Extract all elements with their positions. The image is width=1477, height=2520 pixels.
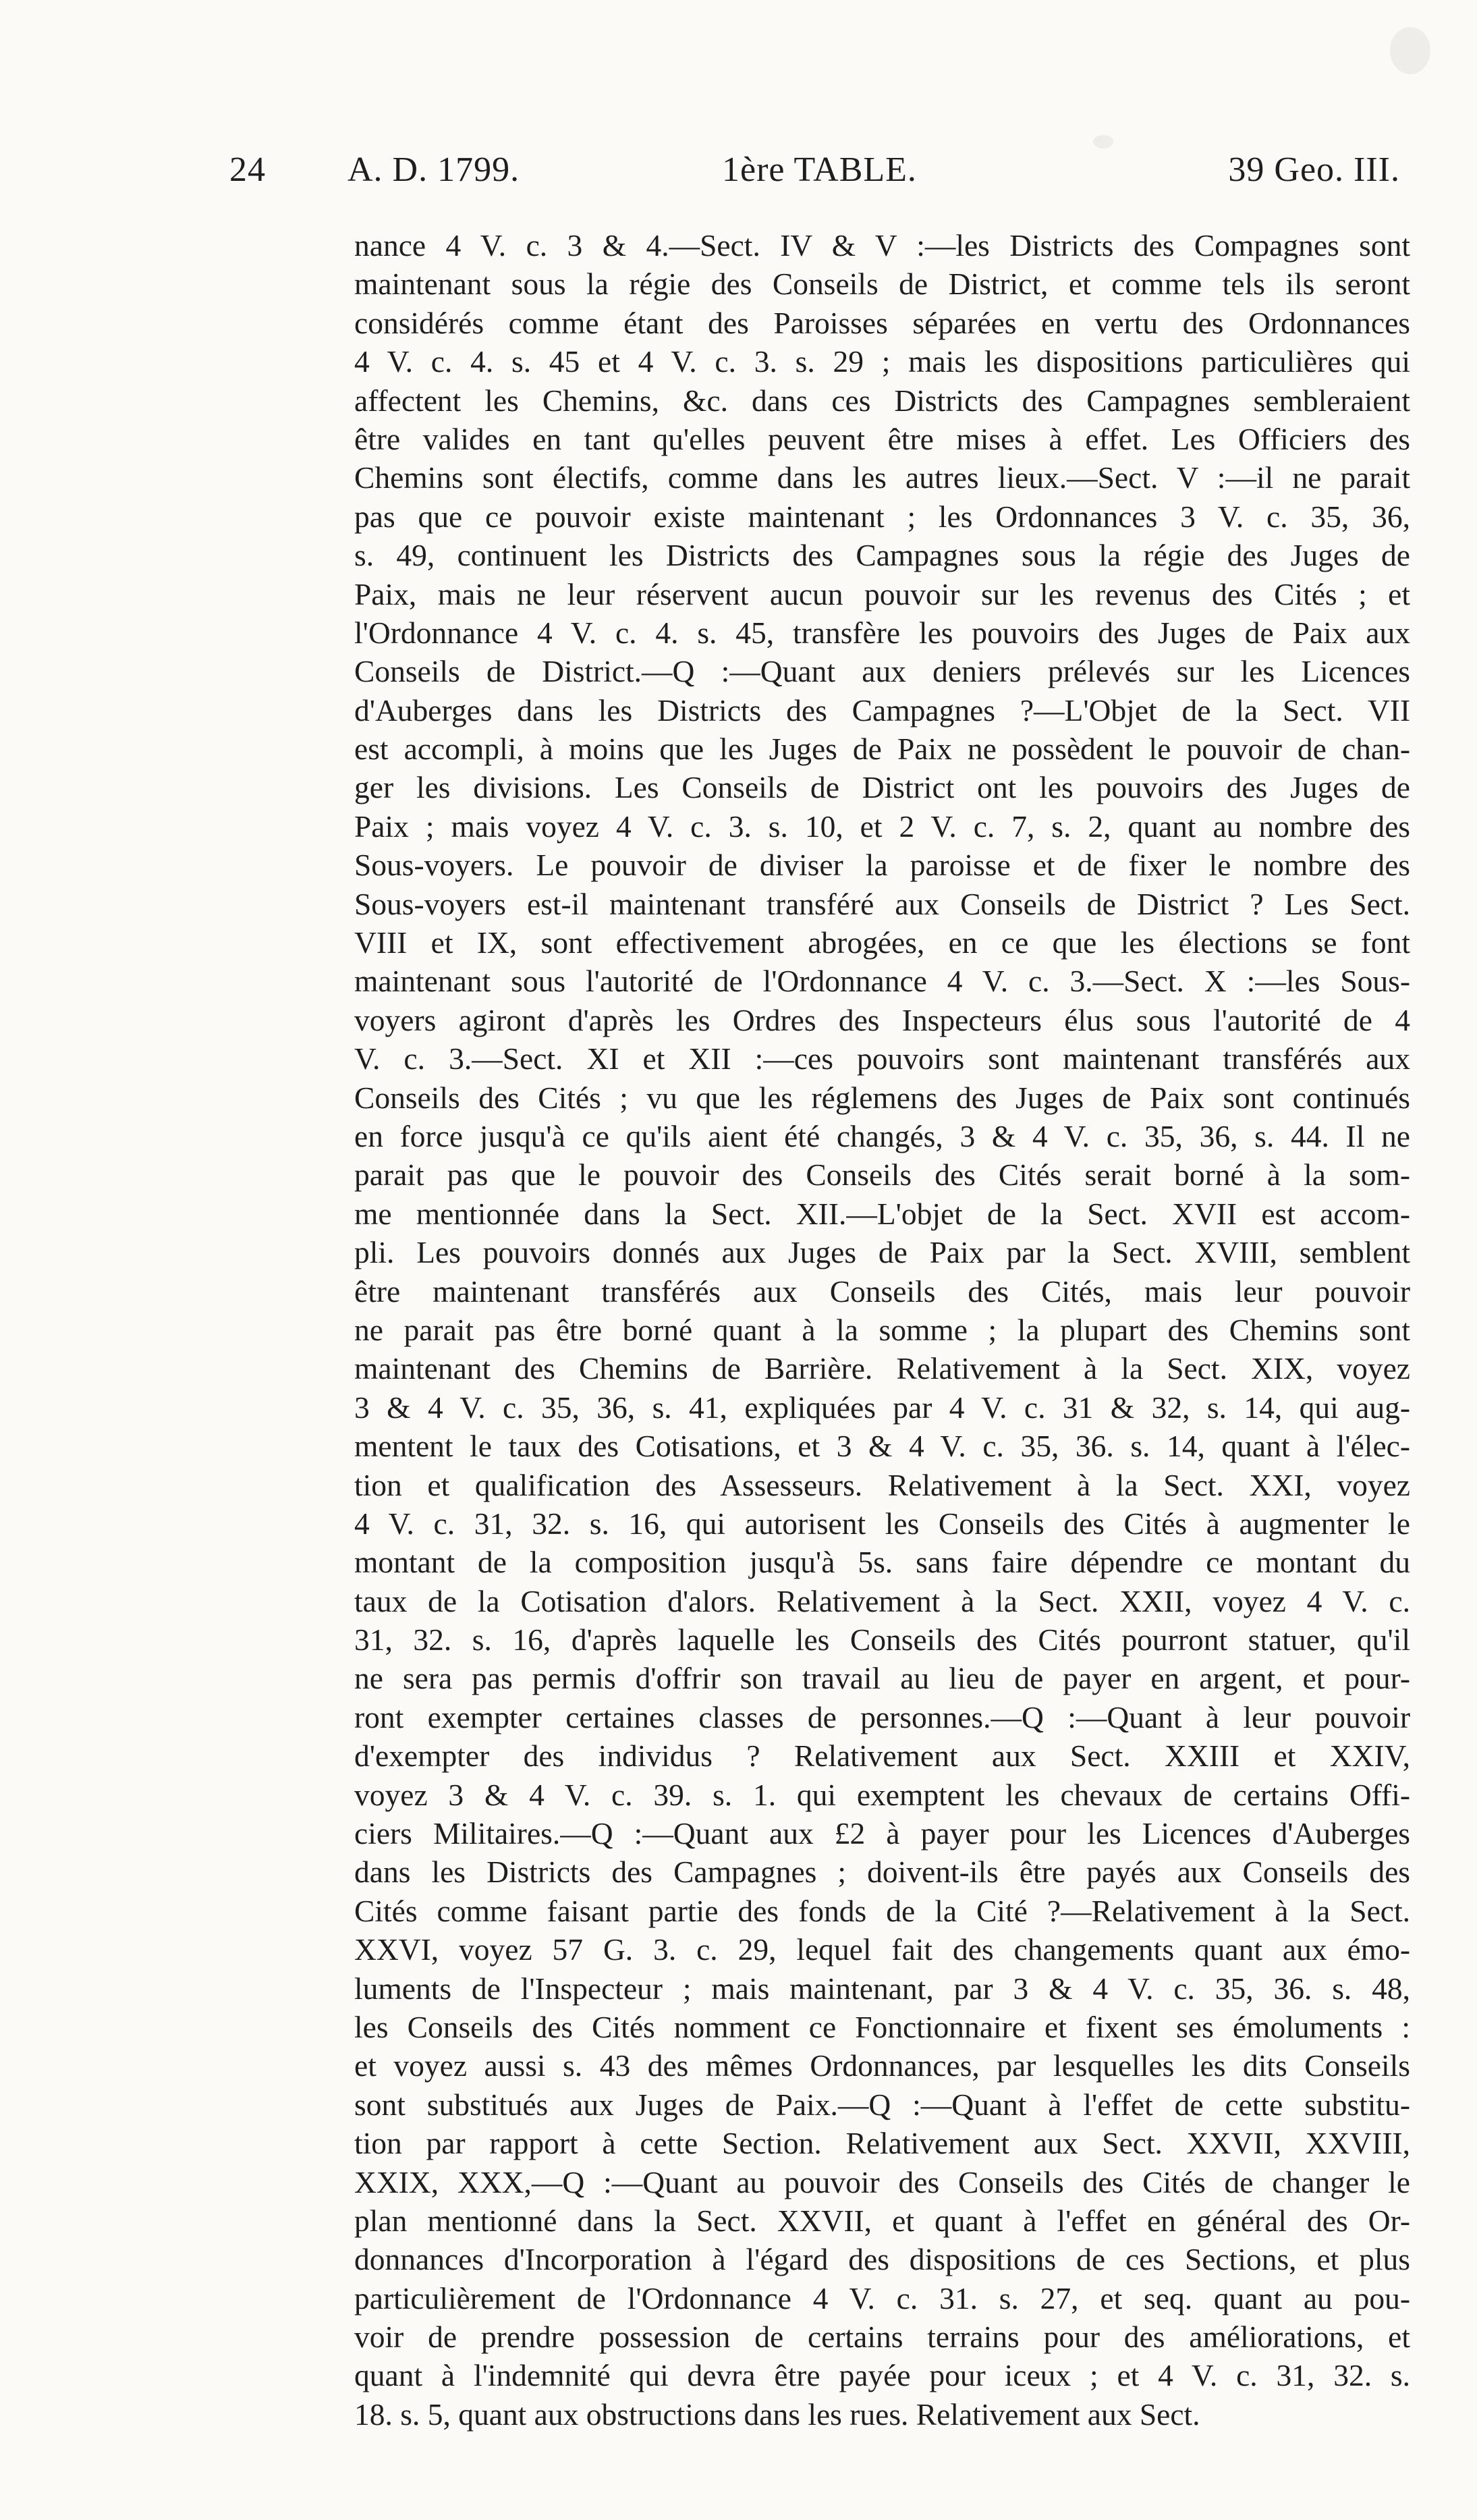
header-table: 1ère TABLE.: [722, 150, 917, 189]
text-line: tion par rapport à cette Section. Relativement aux Sect. XXVII, XXVIII,: [354, 2126, 1410, 2161]
text-line: voyez 3 & 4 V. c. 39. s. 1. qui exemptent les chevaux de certains Offi-: [354, 1777, 1410, 1812]
header-reign: 39 Geo. III.: [1228, 150, 1400, 189]
text-line: s. 49, continuent les Districts des Campagnes sous la régie des Juges de: [354, 538, 1410, 573]
text-line: 31, 32. s. 16, d'après laquelle les Conseils des Cités pourront statuer, qu'il: [354, 1622, 1410, 1658]
text-line: mentent le taux des Cotisations, et 3 & 4 V. c. 35, 36. s. 14, quant à l'élec-: [354, 1429, 1410, 1464]
text-line: pas que ce pouvoir existe maintenant ; les Ordonnances 3 V. c. 35, 36,: [354, 499, 1410, 534]
text-line: tion et qualification des Assesseurs. Relativement à la Sect. XXI, voyez: [354, 1467, 1410, 1502]
text-line: luments de l'Inspecteur ; mais maintenant, par 3 & 4 V. c. 35, 36. s. 48,: [354, 1971, 1410, 2006]
text-line: particulièrement de l'Ordonnance 4 V. c. 31. s. 27, et seq. quant au pou-: [354, 2280, 1410, 2316]
text-line: Cités comme faisant partie des fonds de la Cité ?—Relativement à la Sect.: [354, 1893, 1410, 1928]
text-line: ne parait pas être borné quant à la somme ; la plupart des Chemins sont: [354, 1312, 1410, 1347]
text-line: d'exempter des individus ? Relativement aux Sect. XXIII et XXIV,: [354, 1738, 1410, 1774]
text-line: montant de la composition jusqu'à 5s. sans faire dépendre ce montant du: [354, 1545, 1410, 1580]
header-year: A. D. 1799.: [347, 150, 520, 189]
text-line: 18. s. 5, quant aux obstructions dans les rues. Relativement aux Sect.: [354, 2396, 1200, 2432]
text-line: voir de prendre possession de certains terrains pour des améliorations, et: [354, 2320, 1410, 2355]
text-line: XXVI, voyez 57 G. 3. c. 29, lequel fait des changements quant aux émo-: [354, 1932, 1410, 1967]
text-line: Conseils de District.—Q :—Quant aux deniers prélevés sur les Licences: [354, 654, 1410, 689]
text-line: Conseils des Cités ; vu que les réglemens des Juges de Paix sont continués: [354, 1080, 1410, 1115]
text-line: 3 & 4 V. c. 35, 36, s. 41, expliquées par 4 V. c. 31 & 32, s. 14, qui aug-: [354, 1390, 1410, 1425]
text-line: donnances d'Incorporation à l'égard des dispositions de ces Sections, et plus: [354, 2242, 1410, 2277]
text-line: considérés comme étant des Paroisses séparées en vertu des Ordonnances: [354, 305, 1410, 340]
text-line: pli. Les pouvoirs donnés aux Juges de Paix par la Sect. XVIII, semblent: [354, 1235, 1410, 1270]
text-line: Sous-voyers est-il maintenant transféré aux Conseils de District ? Les Sect.: [354, 886, 1410, 921]
text-line: ront exempter certaines classes de personnes.—Q :—Quant à leur pouvoir: [354, 1699, 1410, 1734]
text-line: parait pas que le pouvoir des Conseils des Cités serait borné à la som-: [354, 1157, 1410, 1193]
text-line: ciers Militaires.—Q :—Quant aux £2 à payer pour les Licences d'Auberges: [354, 1816, 1410, 1851]
text-line: maintenant sous l'autorité de l'Ordonnance 4 V. c. 3.—Sect. X :—les Sous-: [354, 964, 1410, 999]
text-line: dans les Districts des Campagnes ; doivent-ils être payés aux Conseils des: [354, 1855, 1410, 1890]
text-line: Paix, mais ne leur réservent aucun pouvoir sur les revenus des Cités ; et: [354, 576, 1410, 611]
body-text: [354, 226, 1410, 2434]
text-line: Paix ; mais voyez 4 V. c. 3. s. 10, et 2 V. c. 7, s. 2, quant au nombre des: [354, 809, 1410, 844]
text-line: l'Ordonnance 4 V. c. 4. s. 45, transfère les pouvoirs des Juges de Paix aux: [354, 615, 1410, 650]
text-line: XXIX, XXX,—Q :—Quant au pouvoir des Conseils des Cités de changer le: [354, 2164, 1410, 2199]
text-line: taux de la Cotisation d'alors. Relativement à la Sect. XXII, voyez 4 V. c.: [354, 1583, 1410, 1618]
text-line: maintenant sous la régie des Conseils de District, et comme tels ils seront: [354, 267, 1410, 302]
text-line: nance 4 V. c. 3 & 4.—Sect. IV & V :—les Districts des Compagnes sont: [354, 228, 1410, 263]
text-line: 4 V. c. 31, 32. s. 16, qui autorisent les Conseils des Cités à augmenter le: [354, 1506, 1410, 1541]
text-line: V. c. 3.—Sect. XI et XII :—ces pouvoirs sont maintenant transférés aux: [354, 1041, 1410, 1076]
text-line: VIII et IX, sont effectivement abrogées, en ce que les élections se font: [354, 925, 1410, 960]
text-line: et voyez aussi s. 43 des mêmes Ordonnances, par lesquelles les dits Conseils: [354, 2048, 1410, 2083]
text-line: en force jusqu'à ce qu'ils aient été changés, 3 & 4 V. c. 35, 36, s. 44. Il ne: [354, 1118, 1410, 1153]
text-line: me mentionnée dans la Sect. XII.—L'objet de la Sect. XVII est accom-: [354, 1196, 1410, 1231]
text-line: les Conseils des Cités nomment ce Fonctionnaire et fixent ses émoluments :: [354, 2009, 1410, 2044]
text-line: ger les divisions. Les Conseils de District ont les pouvoirs des Juges de: [354, 770, 1410, 805]
text-line: Sous-voyers. Le pouvoir de diviser la paroisse et de fixer le nombre des: [354, 848, 1410, 883]
text-line: être maintenant transférés aux Conseils des Cités, mais leur pouvoir: [354, 1273, 1410, 1309]
running-header: [229, 150, 1400, 204]
page-number: 24: [229, 150, 266, 189]
text-line: est accompli, à moins que les Juges de Paix ne possèdent le pouvoir de chan-: [354, 732, 1410, 767]
text-line: 4 V. c. 4. s. 45 et 4 V. c. 3. s. 29 ; mais les dispositions particulières qui: [354, 344, 1410, 379]
text-line: voyers agiront d'après les Ordres des Inspecteurs élus sous l'autorité de 4: [354, 1002, 1410, 1037]
text-line: sont substitués aux Juges de Paix.—Q :—Quant à l'effet de cette substitu-: [354, 2087, 1410, 2122]
margin-smudge: [1093, 135, 1113, 148]
text-line: plan mentionné dans la Sect. XXVII, et quant à l'effet en général des Or-: [354, 2203, 1410, 2238]
margin-smudge: [1390, 27, 1430, 74]
text-line: ne sera pas permis d'offrir son travail au lieu de payer en argent, et pour-: [354, 1661, 1410, 1696]
text-line: d'Auberges dans les Districts des Campagnes ?—L'Objet de la Sect. VII: [354, 692, 1410, 728]
text-line: maintenant des Chemins de Barrière. Relativement à la Sect. XIX, voyez: [354, 1351, 1410, 1386]
text-line: être valides en tant qu'elles peuvent être mises à effet. Les Officiers des: [354, 421, 1410, 456]
text-line: Chemins sont électifs, comme dans les autres lieux.—Sect. V :—il ne parait: [354, 460, 1410, 495]
text-line: quant à l'indemnité qui devra être payée pour iceux ; et 4 V. c. 31, 32. s.: [354, 2358, 1410, 2393]
text-line: affectent les Chemins, &c. dans ces Districts des Campagnes sembleraient: [354, 383, 1410, 418]
